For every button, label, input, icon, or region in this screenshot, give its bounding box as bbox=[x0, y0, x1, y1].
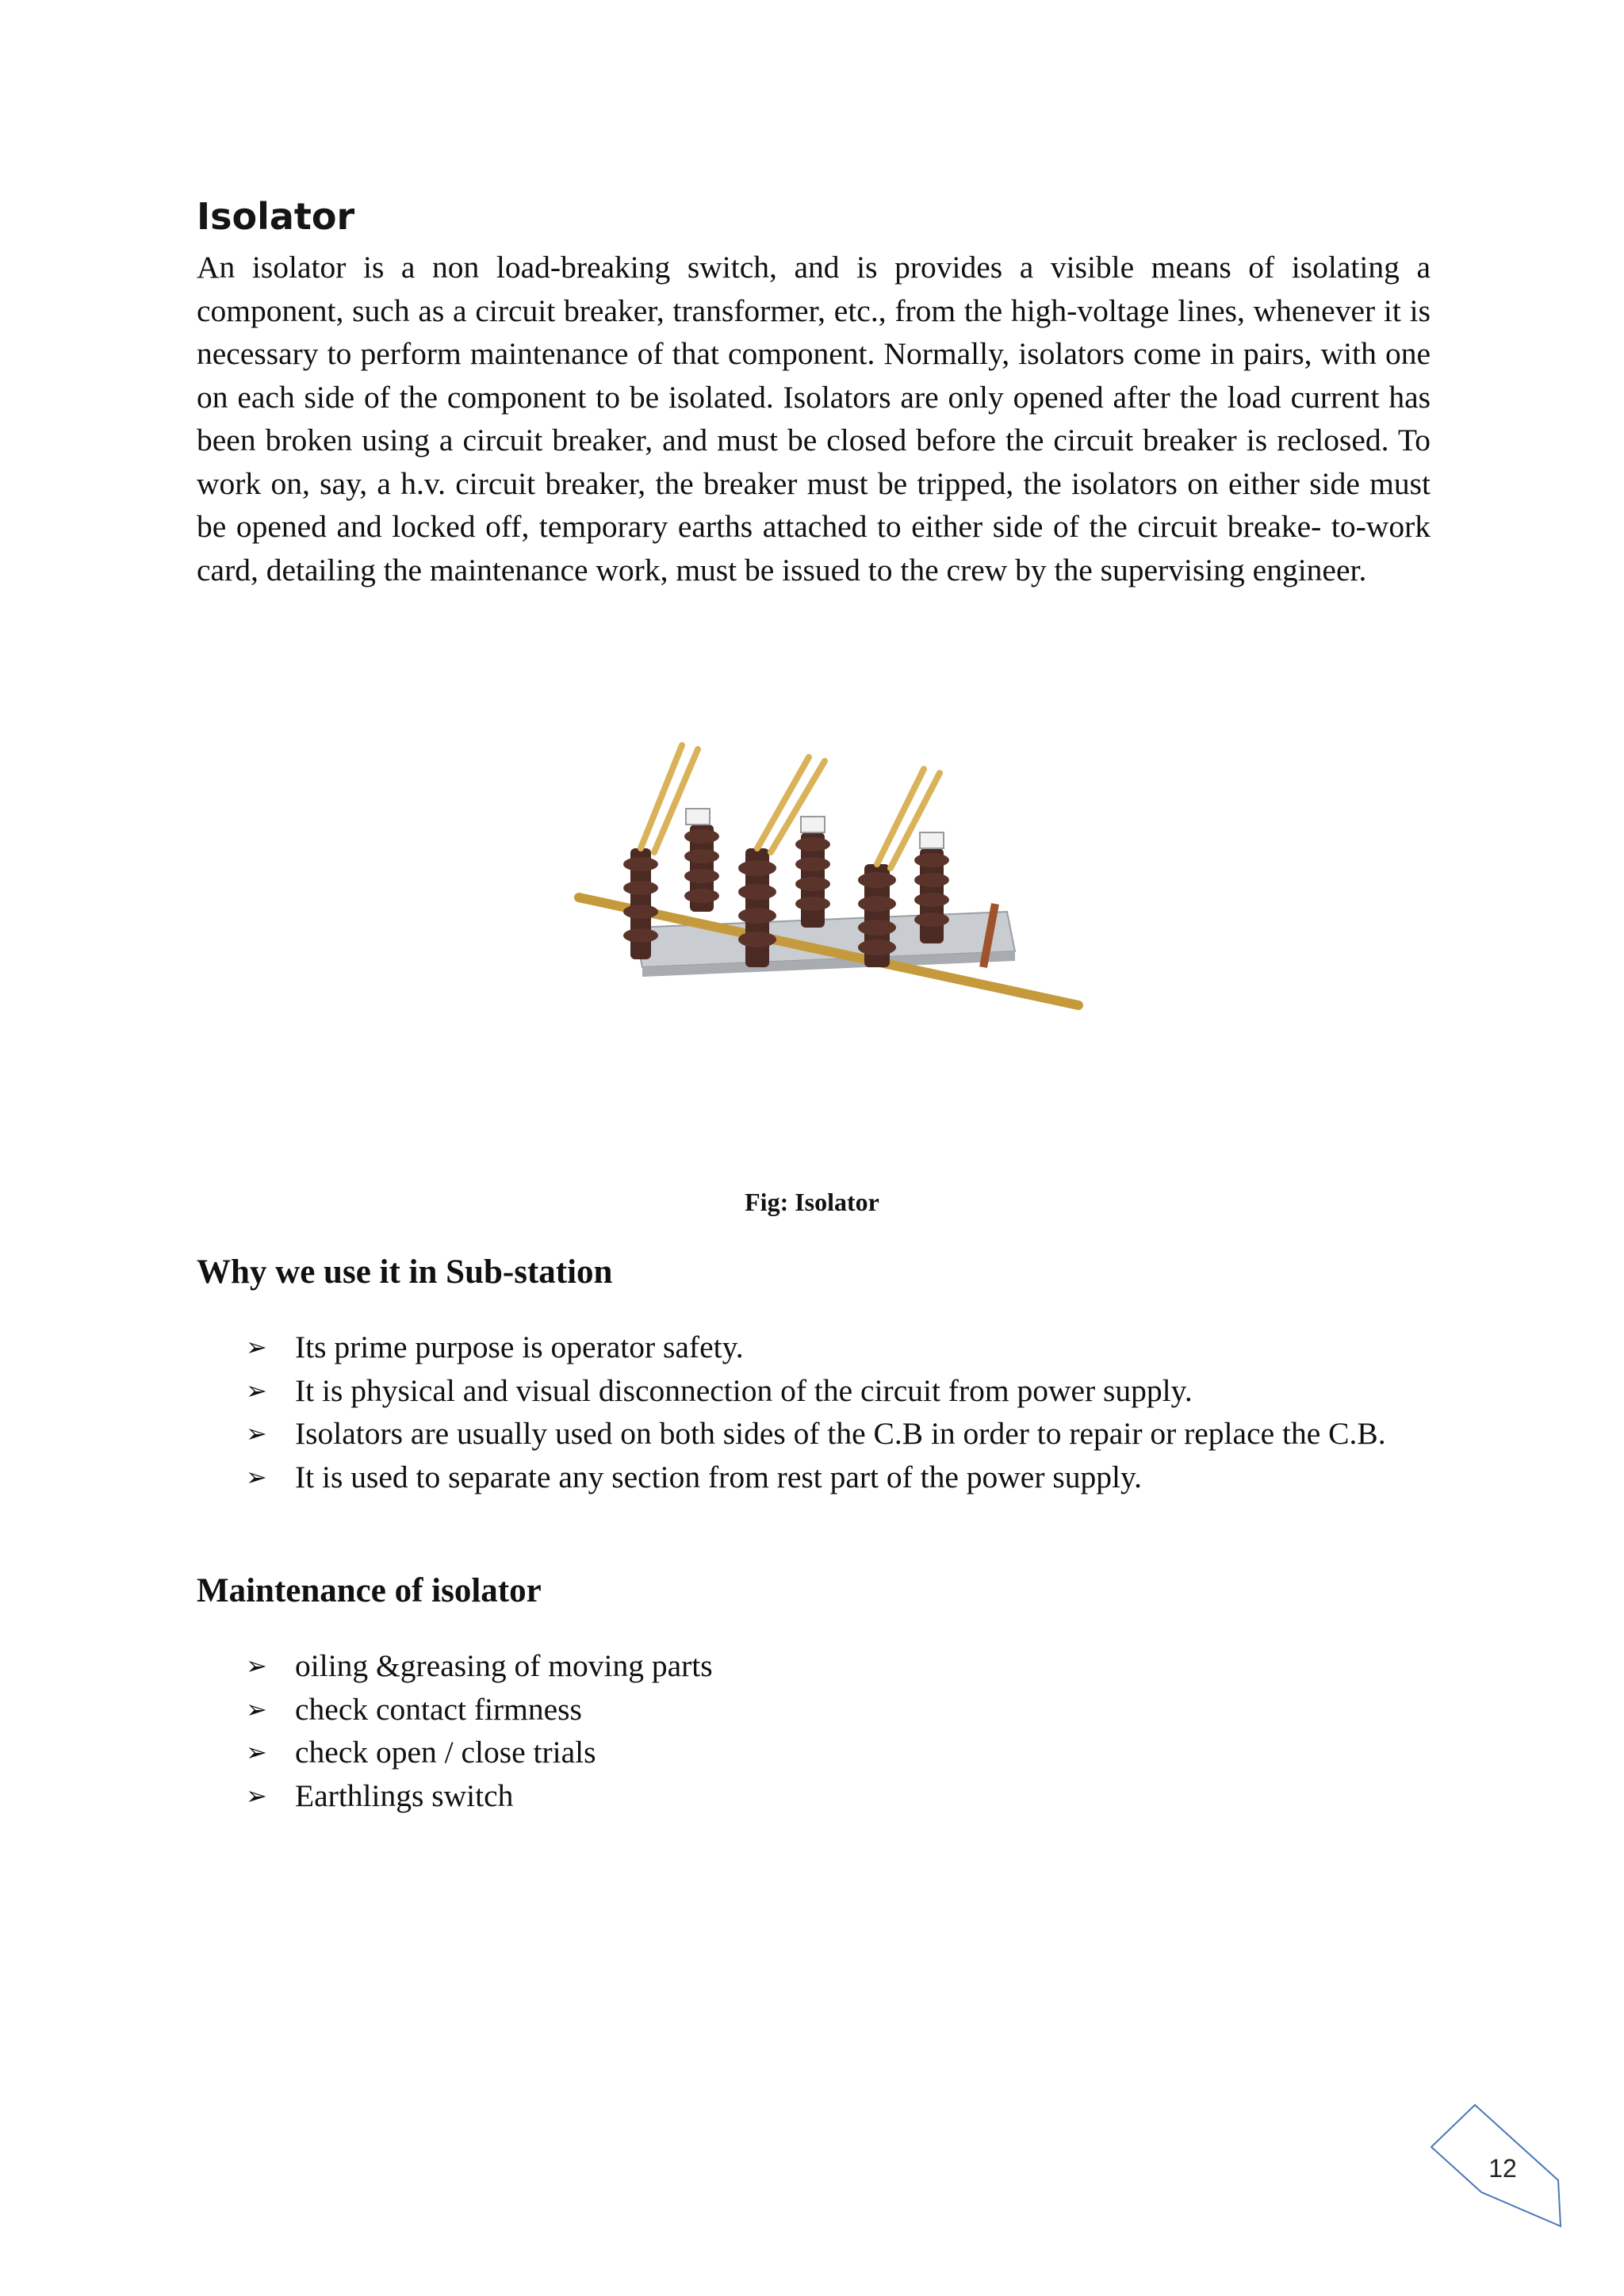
list-item: ➢ check open / close trials bbox=[197, 1731, 1434, 1774]
list-item: ➢ oiling &greasing of moving parts bbox=[197, 1644, 1434, 1688]
arrow-bullet-icon: ➢ bbox=[246, 1693, 267, 1724]
isolator-image bbox=[563, 729, 1086, 1031]
list-item: ➢ check contact firmness bbox=[197, 1688, 1434, 1732]
section-title: Isolator bbox=[197, 195, 355, 238]
arrow-bullet-icon: ➢ bbox=[246, 1651, 267, 1681]
arrow-bullet-icon: ➢ bbox=[246, 1332, 267, 1362]
why-heading: Why we use it in Sub-station bbox=[197, 1253, 613, 1291]
arrow-bullet-icon: ➢ bbox=[246, 1737, 267, 1767]
list-item: ➢ It is physical and visual disconnection of the circuit from power supply. bbox=[197, 1369, 1434, 1413]
maintenance-heading: Maintenance of isolator bbox=[197, 1572, 542, 1609]
arrow-bullet-icon: ➢ bbox=[246, 1780, 267, 1811]
list-item: ➢ Isolators are usually used on both sides of the C.B in order to repair or replace the C.B. bbox=[197, 1412, 1434, 1456]
arrow-bullet-icon: ➢ bbox=[246, 1375, 267, 1406]
isolator-figure bbox=[563, 729, 1086, 1031]
list-item: ➢ Earthlings switch bbox=[197, 1774, 1434, 1818]
page-number: 12 bbox=[1488, 2154, 1517, 2183]
list-item: ➢ It is used to separate any section from rest part of the power supply. bbox=[197, 1456, 1434, 1499]
arrow-bullet-icon: ➢ bbox=[246, 1461, 267, 1492]
contact-arms bbox=[641, 745, 940, 868]
arrow-bullet-icon: ➢ bbox=[246, 1418, 267, 1448]
figure-caption: Fig: Isolator bbox=[745, 1188, 879, 1216]
maintenance-list bbox=[197, 1644, 1434, 1817]
page-number-badge bbox=[1427, 2101, 1562, 2236]
list-item: ➢ Its prime purpose is operator safety. bbox=[197, 1326, 1434, 1369]
section-paragraph: An isolator is a non load-breaking switch, and is provides a visible means of isolating a component, such as a circuit breaker, transformer, etc., from the high-voltage lines, whenever it is necessary to perform maintenance of that component. Normally, isolators come in pairs, with one on each side of the component to be isolated. Isolators are only opened after the load current has been broken using a circuit breaker, and must be closed before the circuit breaker is reclosed. To work on, say, a h.v. circuit breaker, the breaker must be tripped, the isolators on either side must be opened and locked off, temporary earths attached to either side of the circuit breake- to-work card, detailing the maintenance work, must be issued to the crew by the supervising engineer. bbox=[197, 250, 1431, 587]
why-list bbox=[197, 1326, 1434, 1498]
